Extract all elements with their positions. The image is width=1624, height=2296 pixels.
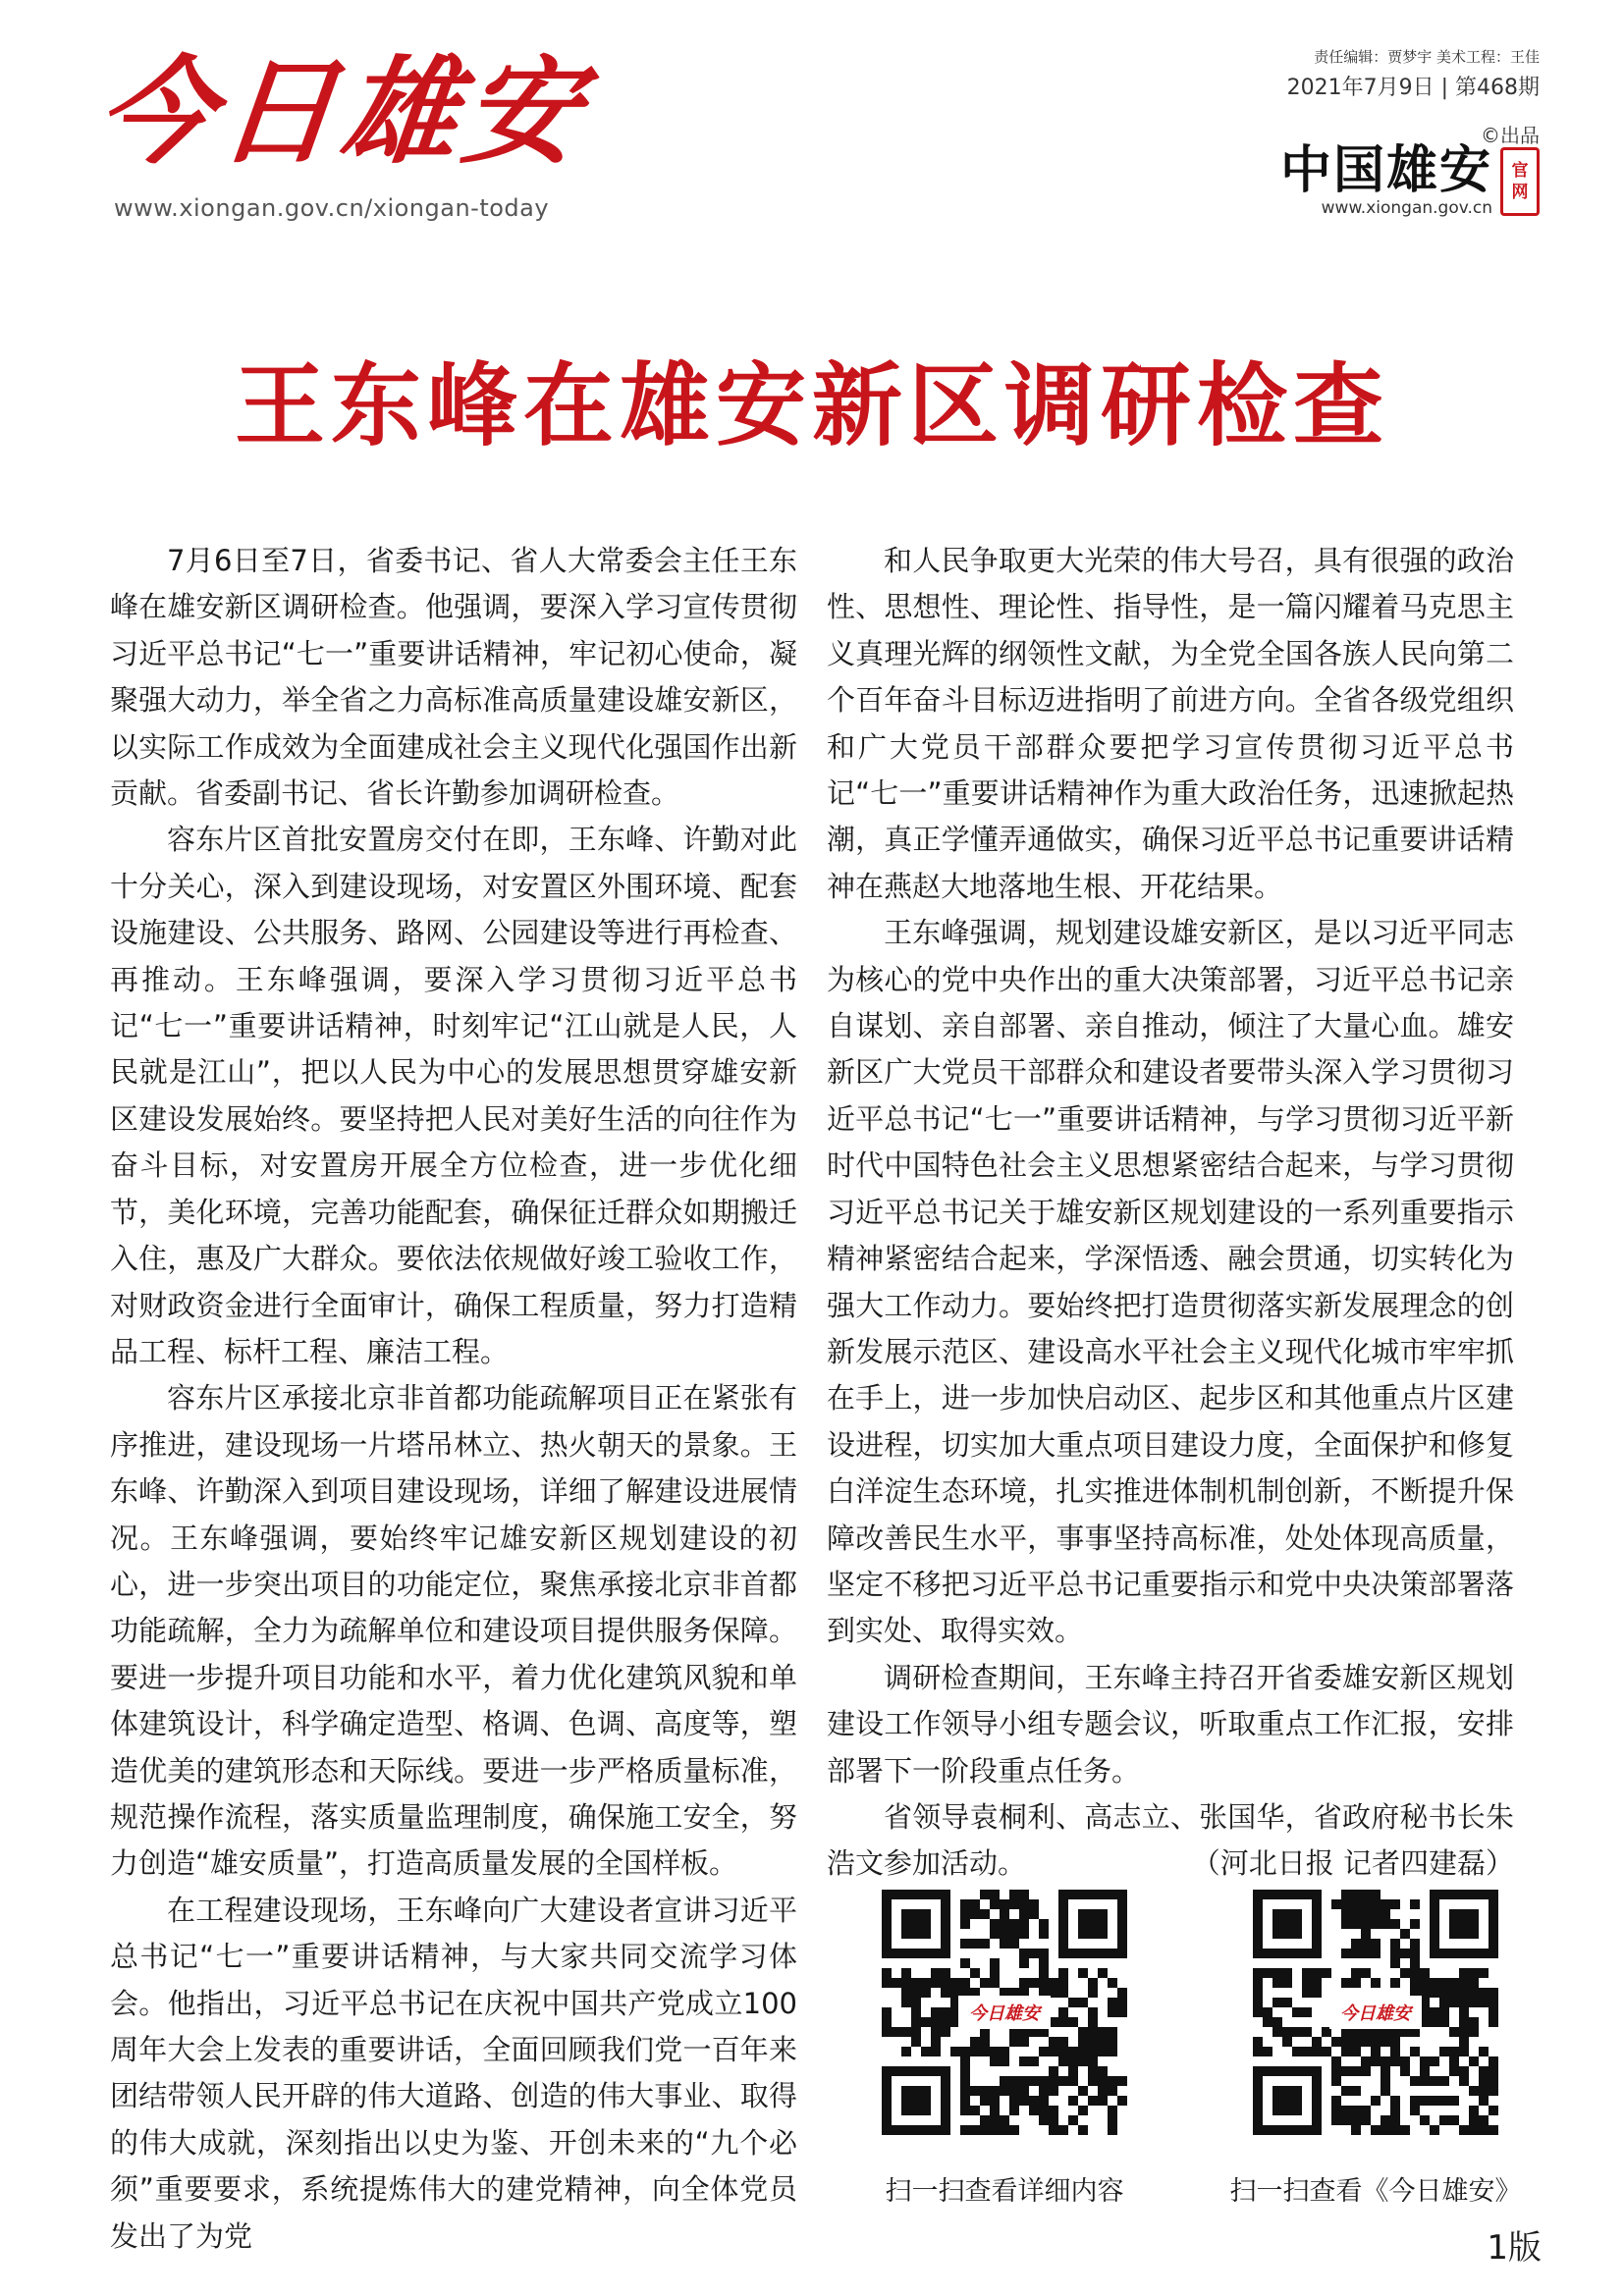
article-right-column <box>827 538 1514 1888</box>
article-paragraph: 容东片区承接北京非首都功能疏解项目正在紧张有序推进，建设现场一片塔吊林立、热火朝天的景象。王东峰、许勤深入到项目建设现场，详细了解建设进展情况。王东峰强调，要始终牢记雄安新区规划建设的初心，进一步突出项目的功能定位，聚焦承接北京非首都功能疏解，全力为疏解单位和建设项目提供服务保障。要进一步提升项目功能和水平，着力优化建筑风貌和单体建筑设计，科学确定造型、格调、色调、高度等，塑造优美的建筑形态和天际线。要进一步严格质量标准，规范操作流程，落实质量监理制度，确保施工安全，努力创造“雄安质量”，打造高质量发展的全国样板。 <box>110 1381 797 1881</box>
seal-char-1: 官 <box>1511 160 1529 181</box>
article-paragraph: 7月6日至7日，省委书记、省人大常委会主任王东峰在雄安新区调研检查。他强调，要深入学习宣传贯彻习近平总书记“七一”重要讲话精神，牢记初心使命，凝聚强大动力，举全省之力高标准高质量建设雄安新区，以实际工作成效为全面建成社会主义现代化强国作出新贡献。省委副书记、省长许勤参加调研检查。 <box>110 544 797 811</box>
publisher-mark: ©出品 <box>1481 124 1540 147</box>
qr-caption-details: 扫一扫查看详细内容 <box>885 2176 1124 2207</box>
headline: 王东峰在雄安新区调研检查 <box>234 352 1389 458</box>
article-paragraph: 容东片区首批安置房交付在即，王东峰、许勤对此十分关心，深入到建设现场，对安置区外围环境、配套设施建设、公共服务、路网、公园建设等进行再检查、再推动。王东峰强调，要深入学习贯彻习近平总书记“七一”重要讲话精神，时刻牢记“江山就是人民，人民就是江山”，把以人民为中心的发展思想贯穿雄安新区建设发展始终。要坚持把人民对美好生活的向往作为奋斗目标，对安置房开展全方位检查，进一步优化细节，美化环境，完善功能配套，确保征迁群众如期搬迁入住，惠及广大群众。要依法依规做好竣工验收工作，对财政资金进行全面审计，确保工程质量，努力打造精品工程、标杆工程、廉洁工程。 <box>110 823 797 1368</box>
issue-date: 2021年7月9日 | 第468期 <box>1286 76 1540 100</box>
qr-code-details[interactable] <box>882 1890 1127 2135</box>
byline: （河北日报 记者四建磊） <box>1191 1846 1514 1881</box>
brand-logo: 中国雄安 <box>1279 140 1492 200</box>
brand-url[interactable]: www.xiongan.gov.cn <box>1321 198 1492 218</box>
article-paragraph: 调研检查期间，王东峰主持召开省委雄安新区规划建设工作领导小组专题会议，听取重点工作汇报，安排部署下一阶段重点任务。 <box>827 1660 1514 1788</box>
qr-code-newspaper[interactable] <box>1253 1890 1498 2135</box>
article-paragraph: 和人民争取更大光荣的伟大号召，具有很强的政治性、思想性、理论性、指导性，是一篇闪耀着马克思主义真理光辉的纲领性文献，为全党全国各族人民向第二个百年奋斗目标迈进指明了前进方向。全省各级党组织和广大党员干部群众要把学习宣传贯彻习近平总书记“七一”重要讲话精神作为重大政治任务，迅速掀起热潮，真正学懂弄通做实，确保习近平总书记重要讲话精神在燕赵大地落地生根、开花结果。 <box>827 544 1514 903</box>
qr-logo: 今日雄安 <box>958 1996 1051 2029</box>
attendees-text: 省领导袁桐利、高志立、张国华，省政府秘书长朱浩文参加活动。 <box>827 1799 1514 1881</box>
page-number: 1版 <box>1487 2228 1542 2268</box>
article-paragraph-last <box>827 1794 1514 1888</box>
seal-char-2: 网 <box>1511 183 1529 202</box>
editors-credit: 责任编辑：贾梦宇 美术工程：王佳 <box>1314 48 1540 66</box>
official-seal-icon <box>1500 147 1540 216</box>
masthead-logo: 今日雄安 <box>90 43 593 180</box>
article-paragraph: 在工程建设现场，王东峰向广大建设者宣讲习近平总书记“七一”重要讲话精神，与大家共同交流学习体会。他指出，习近平总书记在庆祝中国共产党成立100周年大会上发表的重要讲话，全面回顾我们党一百年来团结带领人民开辟的伟大道路、创造的伟大事业、取得的伟大成就，深刻指出以史为鉴、开创未来的“九个必须”重要要求，系统提炼伟大的建党精神，向全体党员发出了为党 <box>110 1893 797 2253</box>
article-left-column <box>110 538 797 2260</box>
qr-logo: 今日雄安 <box>1329 1996 1422 2029</box>
article-paragraph: 王东峰强调，规划建设雄安新区，是以习近平同志为核心的党中央作出的重大决策部署，习近平总书记亲自谋划、亲自部署、亲自推动，倾注了大量心血。雄安新区广大党员干部群众和建设者要带头深入学习贯彻习近平总书记“七一”重要讲话精神，与学习贯彻习近平新时代中国特色社会主义思想紧密结合起来，与学习贯彻习近平总书记关于雄安新区规划建设的一系列重要指示精神紧密结合起来，学深悟透、融会贯通，切实转化为强大工作动力。要始终把打造贯彻落实新发展理念的创新发展示范区、建设高水平社会主义现代化城市牢牢抓在手上，进一步加快启动区、起步区和其他重点片区建设进程，切实加大重点项目建设力度，全面保护和修复白洋淀生态环境，扎实推进体制机制创新，不断提升保障改善民生水平，事事坚持高标准，处处体现高质量，坚定不移把习近平总书记重要指示和党中央决策部署落到实处、取得实效。 <box>827 916 1514 1648</box>
masthead-url[interactable]: www.xiongan.gov.cn/xiongan-today <box>114 194 550 222</box>
qr-caption-newspaper: 扫一扫查看《今日雄安》 <box>1229 2176 1522 2207</box>
